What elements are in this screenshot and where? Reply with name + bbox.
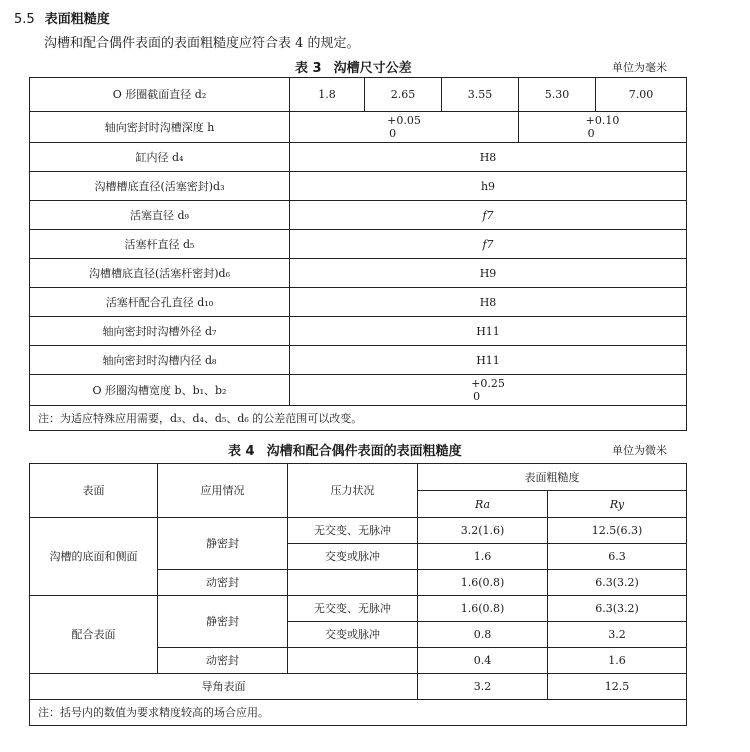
row-value: h9	[290, 172, 687, 201]
depth-tol-b	[519, 112, 687, 143]
chamfer-label: 导角表面	[30, 674, 418, 700]
table3-note: 注：为适应特殊应用需要，d₃、d₄、d₅、d₆ 的公差范围可以改变。	[30, 406, 687, 431]
ry-cell: 6.3(3.2)	[548, 570, 687, 596]
table3	[29, 77, 687, 431]
table4-caption-label: 表 4	[228, 444, 255, 459]
header-ra: Ra	[418, 491, 548, 518]
width-row	[30, 375, 687, 406]
tol-upper: +0.10	[585, 114, 620, 127]
table4-row	[30, 596, 687, 622]
section-number: 5.5	[14, 12, 35, 27]
table4-caption	[228, 440, 462, 459]
header-param: O 形圈截面直径 d₂	[30, 78, 290, 112]
table3-row	[30, 288, 687, 317]
groove-static: 静密封	[158, 518, 288, 570]
width-label: O 形圈沟槽宽度 b、b₁、b₂	[30, 375, 290, 406]
table3-note-row	[30, 406, 687, 431]
ra-cell: 1.6(0.8)	[418, 596, 548, 622]
pressure-cell: 无交变、无脉冲	[288, 518, 418, 544]
section-title: 表面粗糙度	[44, 12, 110, 27]
row-value: H8	[290, 143, 687, 172]
table3-row	[30, 259, 687, 288]
table4-note-row	[30, 700, 687, 726]
ry-cell: 6.3(3.2)	[548, 596, 687, 622]
table3-header-row	[30, 78, 687, 112]
mating-dynamic: 动密封	[158, 648, 288, 674]
table4	[29, 463, 687, 726]
table4-row	[30, 518, 687, 544]
ra-cell: 1.6(0.8)	[418, 570, 548, 596]
groove-dynamic: 动密封	[158, 570, 288, 596]
ry-cell: 12.5	[548, 674, 687, 700]
table4-unit: 单位为微米	[612, 444, 667, 457]
row-value: H11	[290, 317, 687, 346]
table3-caption-title: 沟槽尺寸公差	[333, 61, 412, 76]
row-label: 活塞杆配合孔直径 d₁₀	[30, 288, 290, 317]
size-cell: 5.30	[519, 78, 596, 112]
ry-cell: 12.5(6.3)	[548, 518, 687, 544]
ra-cell: 3.2(1.6)	[418, 518, 548, 544]
pressure-cell	[288, 570, 418, 596]
row-label: 沟槽槽底直径(活塞密封)d₃	[30, 172, 290, 201]
table4-note: 注：括号内的数值为要求精度较高的场合应用。	[30, 700, 687, 726]
row-value: f7	[290, 201, 687, 230]
row-label: 轴向密封时沟槽内径 d₈	[30, 346, 290, 375]
ry-cell: 3.2	[548, 622, 687, 648]
ra-cell: 3.2	[418, 674, 548, 700]
section-heading	[14, 8, 110, 27]
section-intro: 沟槽和配合偶件表面的表面粗糙度应符合表 4 的规定。	[44, 36, 360, 51]
row-value: H11	[290, 346, 687, 375]
header-surface: 表面	[30, 464, 158, 518]
ra-cell: 1.6	[418, 544, 548, 570]
size-cell: 1.8	[290, 78, 365, 112]
header-application: 应用情况	[158, 464, 288, 518]
row-value: f7	[290, 230, 687, 259]
tol-upper: +0.25	[471, 377, 505, 390]
table3-row	[30, 143, 687, 172]
table3-row	[30, 317, 687, 346]
size-cell: 2.65	[365, 78, 442, 112]
table3-row	[30, 172, 687, 201]
chamfer-row	[30, 674, 687, 700]
tol-lower: 0	[587, 127, 595, 140]
mating-surface: 配合表面	[30, 596, 158, 674]
header-roughness: 表面粗糙度	[418, 464, 687, 491]
table3-unit: 单位为毫米	[612, 61, 667, 74]
row-label: 轴向密封时沟槽外径 d₇	[30, 317, 290, 346]
pressure-cell: 无交变、无脉冲	[288, 596, 418, 622]
row-value: H8	[290, 288, 687, 317]
groove-surface: 沟槽的底面和侧面	[30, 518, 158, 596]
table3-caption	[295, 57, 412, 76]
size-cell: 3.55	[442, 78, 519, 112]
depth-tol-a	[290, 112, 519, 143]
table3-row	[30, 230, 687, 259]
pressure-cell: 交变或脉冲	[288, 622, 418, 648]
tol-lower: 0	[473, 390, 481, 403]
ra-cell: 0.8	[418, 622, 548, 648]
table4-caption-title: 沟槽和配合偶件表面的表面粗糙度	[266, 444, 462, 459]
depth-label: 轴向密封时沟槽深度 h	[30, 112, 290, 143]
size-cell: 7.00	[596, 78, 687, 112]
row-label: 缸内径 d₄	[30, 143, 290, 172]
tol-upper: +0.05	[387, 114, 421, 127]
row-value: H9	[290, 259, 687, 288]
table3-row	[30, 201, 687, 230]
row-label: 沟槽槽底直径(活塞杆密封)d₆	[30, 259, 290, 288]
row-label: 活塞杆直径 d₅	[30, 230, 290, 259]
header-ry: Ry	[548, 491, 687, 518]
ry-cell: 6.3	[548, 544, 687, 570]
header-pressure: 压力状况	[288, 464, 418, 518]
table4-header-row	[30, 464, 687, 491]
pressure-cell	[288, 648, 418, 674]
width-tol	[290, 375, 687, 406]
tol-lower: 0	[389, 127, 397, 140]
mating-static: 静密封	[158, 596, 288, 648]
table3-row	[30, 346, 687, 375]
pressure-cell: 交变或脉冲	[288, 544, 418, 570]
ry-cell: 1.6	[548, 648, 687, 674]
table3-caption-label: 表 3	[295, 61, 322, 76]
ra-cell: 0.4	[418, 648, 548, 674]
depth-row	[30, 112, 687, 143]
row-label: 活塞直径 d₉	[30, 201, 290, 230]
